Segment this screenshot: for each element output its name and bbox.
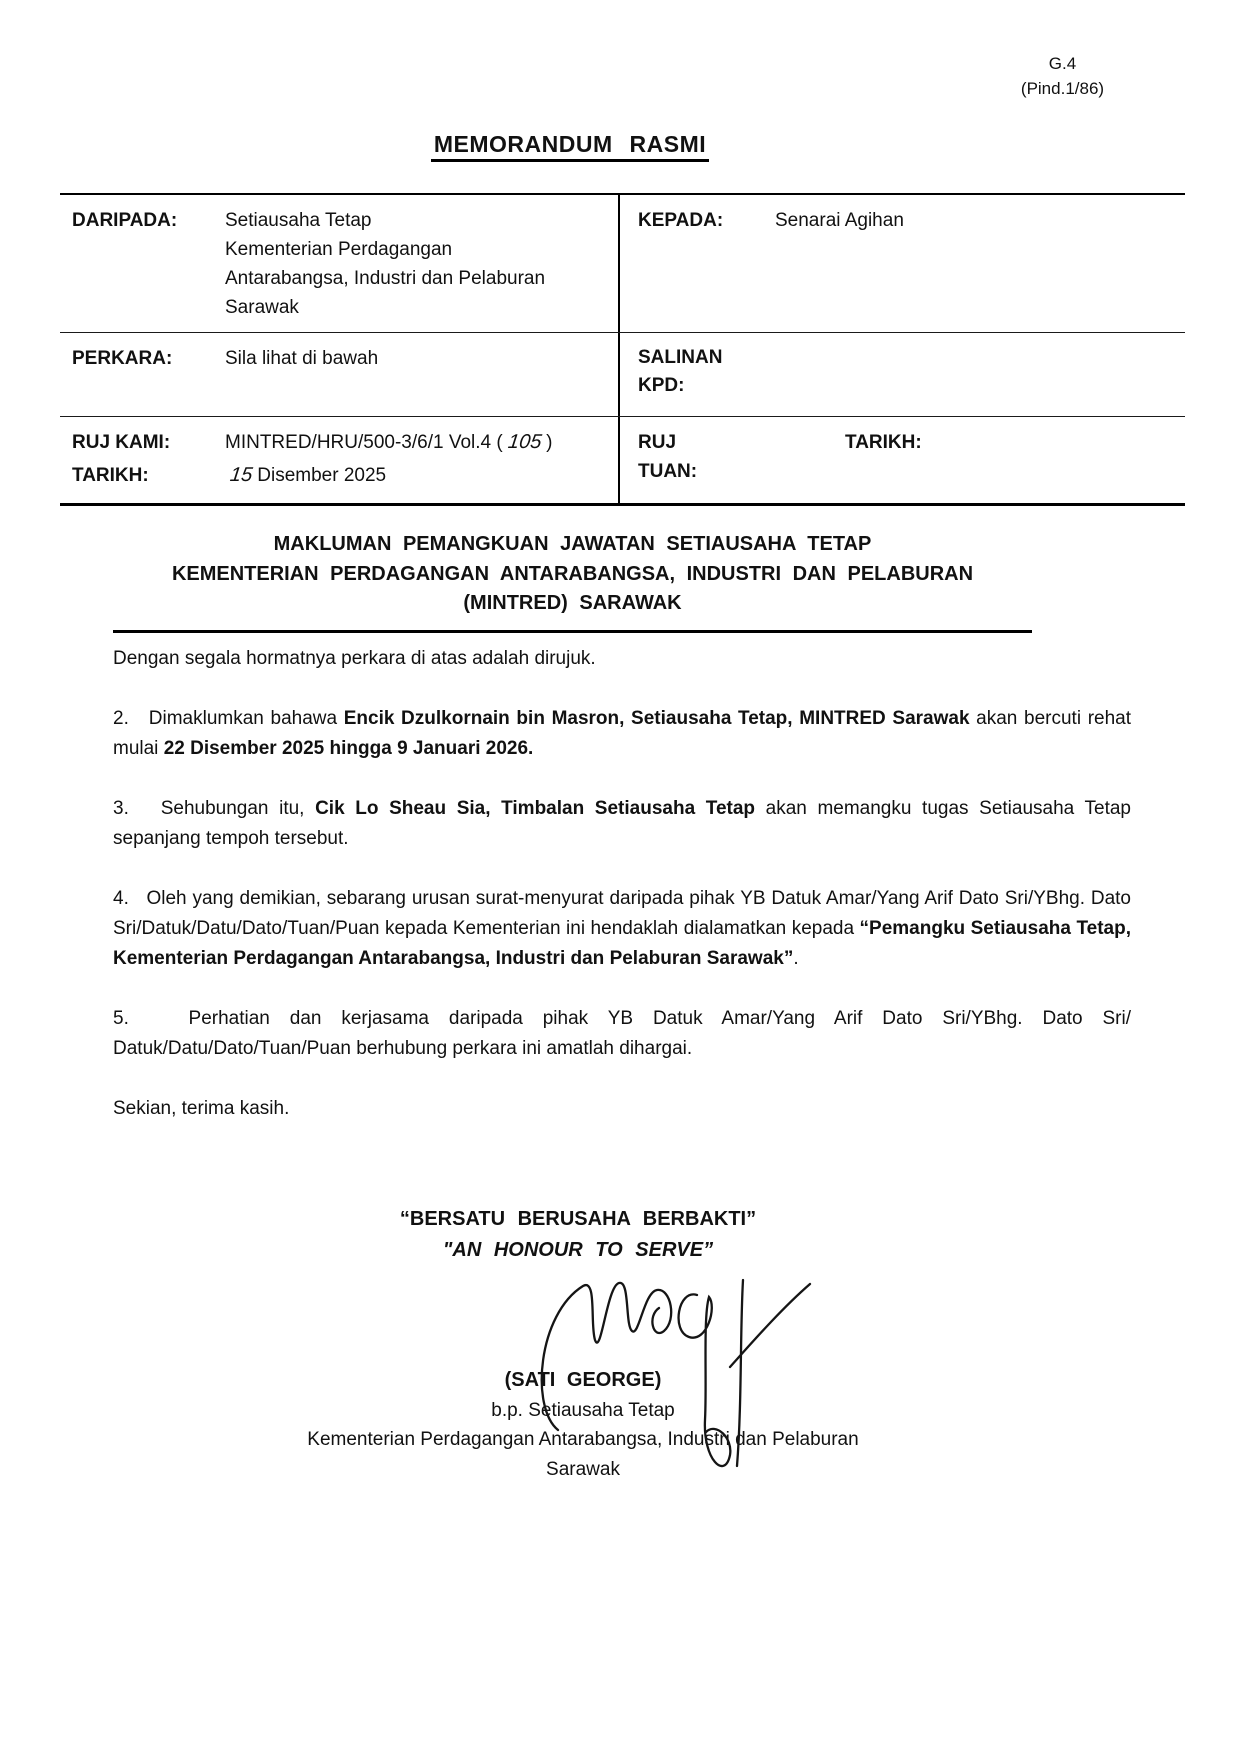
paragraph-4: 4. Oleh yang demikian, sebarang urusan surat-menyurat daripada pihak YB Datuk Amar/Yang Arif Dato Sri/YBhg. Dato Sri/Datuk/Datu/Dato/Tuan/Puan kepada Kementerian ini hendaklah dialamatkan kepada “Pemangku Setiausaha Tetap, Kementerian Perdagangan Antarabangsa, Industri dan Pelaburan Sarawak”. [113,888,1131,969]
tarikh-label: TARIKH: [72,464,149,486]
ruj-kami-label: RUJ KAMI: [72,432,171,453]
salinan-label-line2: KPD: [638,375,685,396]
signatory-name: (SATI GEORGE) [504,1369,662,1391]
daripada-line: Sarawak [225,297,299,318]
motto-malay: “BERSATU BERUSAHA BERBAKTI” [399,1208,757,1230]
paragraph-2: 2. Dimaklumkan bahawa Encik Dzulkornain bin Masron, Setiausaha Tetap, MINTRED Sarawak akan bercuti rehat mulai 22 Disember 2025 hingga 9 Januari 2026. [113,708,1131,759]
ruj-kami-handwritten-number: 105 [506,431,543,453]
closing-line: Sekian, terima kasih. [113,1098,290,1119]
paragraph-intro: Dengan segala hormatnya perkara di atas adalah dirujuk. [113,648,596,669]
form-code-block [1005,52,1120,101]
daripada-line: Kementerian Perdagangan [225,239,453,260]
daripada-value [225,206,545,322]
subject-line: KEMENTERIAN PERDAGANGAN ANTARABANGSA, INDUSTRI DAN PELABURAN [171,562,974,585]
ruj-kami-cell [60,417,620,503]
salinan-cell [620,333,1185,416]
daripada-label: DARIPADA: [72,210,178,231]
paragraph-3: 3. Sehubungan itu, Cik Lo Sheau Sia, Timbalan Setiausaha Tetap akan memangku tugas Setiausaha Tetap sepanjang tempoh tersebut. [113,798,1131,849]
page-title [0,131,1140,158]
salinan-label-line1: SALINAN [638,347,723,368]
signatory-org-line1: Kementerian Perdagangan Antarabangsa, Industri dan Pelaburan [307,1429,859,1450]
paragraph-5: 5. Perhatian dan kerjasama daripada pihak YB Datuk Amar/Yang Arif Dato Sri/YBhg. Dato Sri/ Datuk/Datu/Dato/Tuan/Puan berhubung perkara ini amatlah dihargai. [113,1008,1131,1059]
signatory-behalf: b.p. Setiausaha Tetap [491,1399,675,1421]
memo-body [113,644,1131,1154]
ruj-kami-printed: MINTRED/HRU/500-3/6/1 Vol.4 ( [225,432,503,453]
subject-heading [113,530,1032,633]
form-revision: (Pind.1/86) [1020,78,1105,98]
kepada-label: KEPADA: [638,210,724,231]
kepada-cell [620,195,1185,332]
motto-block [113,1204,1043,1266]
perkara-cell [60,333,620,416]
perkara-label: PERKARA: [72,348,173,369]
ruj-tuan-label-line1: RUJ [638,432,677,453]
tarikh-printed: Disember 2025 [257,464,387,486]
perkara-value: Sila lihat di bawah [225,348,379,369]
ruj-tuan-cell [620,417,1185,503]
table-row-ruj-tarikh [60,417,1185,503]
table-row-perkara-salinan [60,333,1185,417]
signatory-org-line2: Sarawak [546,1458,620,1480]
daripada-line: Setiausaha Tetap [225,210,372,231]
ruj-kami-value [225,428,610,461]
memo-header-table [60,193,1185,506]
form-code: G.4 [1048,54,1077,73]
daripada-cell [60,195,620,332]
subject-line: MAKLUMAN PEMANGKUAN JAWATAN SETIAUSAHA TETAP [273,533,872,555]
ruj-tuan-label-line2: TUAN: [638,461,698,482]
kepada-value: Senarai Agihan [775,210,904,231]
ruj-kami-close-paren: ) [546,432,553,453]
subject-line: (MINTRED) SARAWAK [463,592,682,614]
signature-block [113,1366,1053,1484]
tarikh-right-label: TARIKH: [845,432,922,453]
table-row-daripada-kepada [60,195,1185,333]
tarikh-value [225,461,610,494]
tarikh-handwritten-day: 15 [228,463,254,486]
motto-english: "AN HONOUR TO SERVE” [442,1239,714,1261]
daripada-line: Antarabangsa, Industri dan Pelaburan [225,268,546,289]
page-title-text: MEMORANDUM RASMI [431,131,709,162]
